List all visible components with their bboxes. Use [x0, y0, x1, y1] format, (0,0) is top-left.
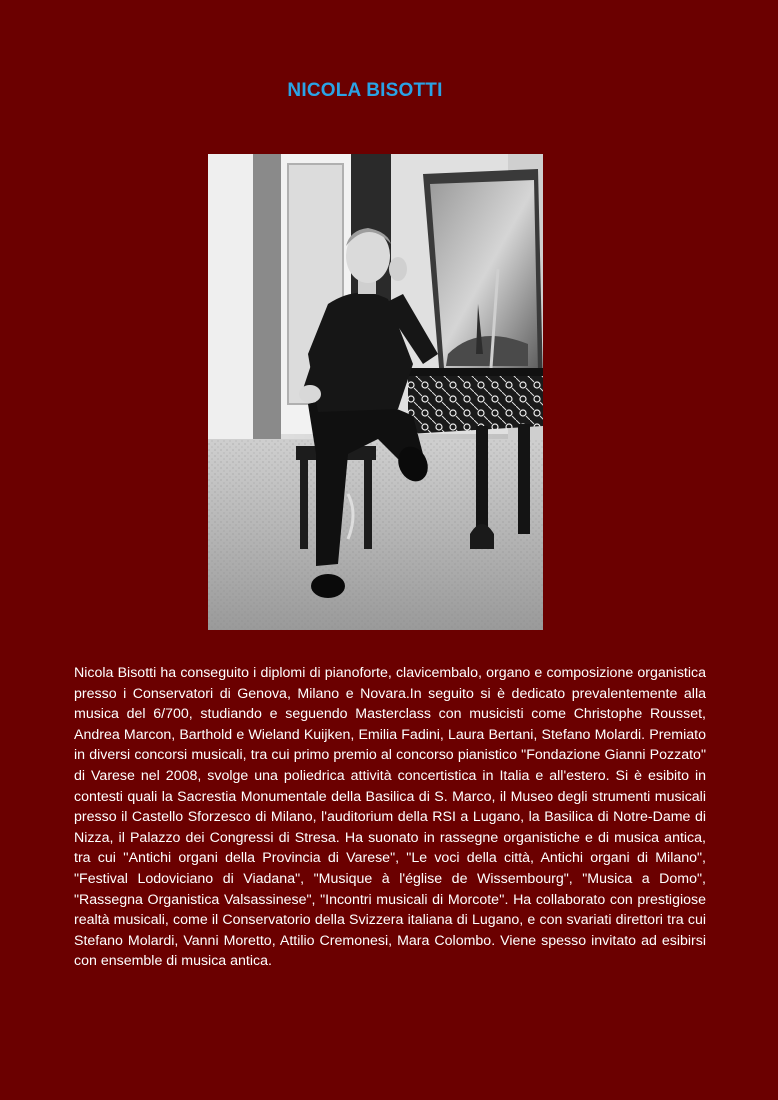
portrait-photo	[208, 154, 543, 630]
page-title: NICOLA BISOTTI	[287, 80, 443, 101]
biography-text: Nicola Bisotti ha conseguito i diplomi di pianoforte, clavicembalo, organo e composizione organistica presso i Conservatori di Genova, Milano e Novara.In seguito si è dedicato prevalentemente alla musica del 6/700, studiando e seguendo Masterclass con musicisti come Christophe Rousset, Andrea Marcon, Barthold e Wieland Kuijken, Emilia Fadini, Laura Bertani, Stefano Molardi. Premiato in diversi concorsi musicali, tra cui primo premio al concorso pianistico "Fondazione Gianni Pozzato" di Varese nel 2008, svolge una poliedrica attività concertistica in Italia e all'estero. Si è esibito in contesti quali la Sacrestia Monumentale della Basilica di S. Marco, il Museo degli strumenti musicali presso il Castello Sforzesco di Milano, l'auditorium della RSI a Lugano, la Basilica di Notre-Dame di Nizza, il Palazzo dei Congressi di Stresa. Ha suonato in rassegne organistiche e di musica antica, tra cui ''Antichi organi della Provincia di Varese", "Le voci della città, Antichi organi di Milano", "Festival Lodoviciano di Viadana", "Musique à l'église de Wissembourg", "Musica a Domo", "Rassegna Organistica Valsassinese", "Incontri musicali di Morcote''. Ha collaborato con prestigiose realtà musicali, come il Conservatorio della Svizzera italiana di Lugano, e con svariati direttori tra cui Stefano Molardi, Vanni Moretto, Attilio Cremonesi, Mara Colombo. Viene spesso invitato ad esibirsi con ensemble di musica antica.	[74, 665, 706, 970]
portrait-illustration	[208, 154, 543, 630]
